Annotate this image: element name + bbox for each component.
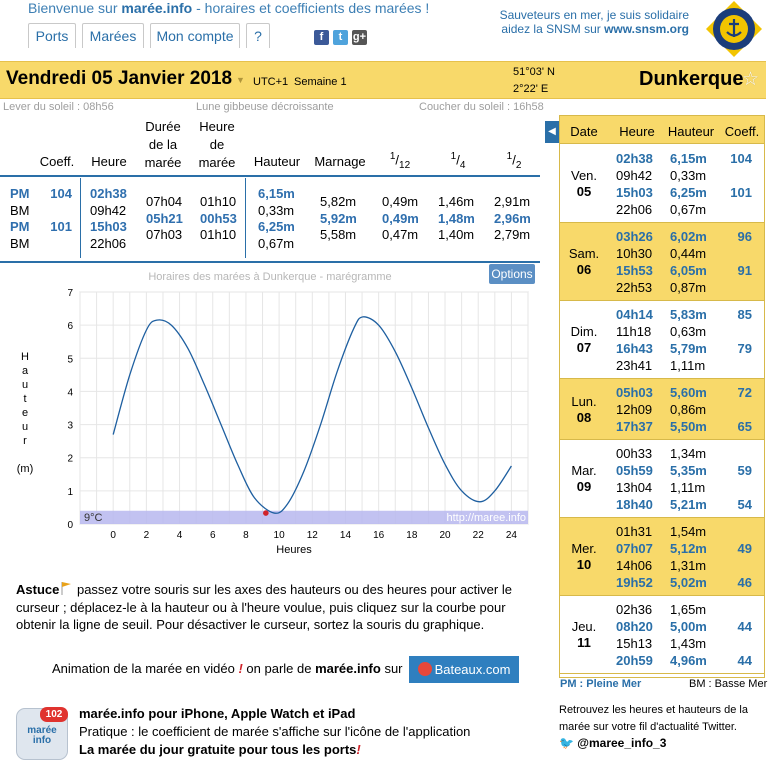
side-cell-t: 14h06 [616, 558, 653, 573]
x-tick-label[interactable]: 8 [243, 530, 249, 541]
tide-heure-maree: 01h10 00h53 01h10 [200, 194, 237, 242]
y-tick-label[interactable]: 2 [67, 453, 73, 465]
side-cell-h: 0,33m [670, 168, 707, 183]
x-tick-label[interactable]: 20 [439, 530, 451, 541]
side-cell-t: 22h53 [616, 280, 653, 295]
side-cell-t: 07h07 [616, 541, 653, 556]
table-header-divider [0, 175, 540, 177]
longitude: 2°22' E [513, 83, 549, 95]
side-cell-h: 4,96m [670, 653, 707, 668]
side-cell-c: 59 [737, 463, 752, 478]
date-dropdown-icon[interactable]: ▼ [236, 75, 245, 85]
current-time-marker [263, 510, 269, 516]
svg-text:a: a [21, 365, 29, 377]
tide-chart[interactable] [0, 284, 545, 574]
side-cell-t: 02h36 [616, 602, 653, 617]
tip-text: Astuce passez votre souris sur les axes des hauteurs ou des heures pour activer le curseur ; déplacez-le à la hauteur ou à l'heure voulue, puis cliquez sur la courbe pour obtenir la ligne de seuil. Pour désactiver le curseur, sortez la souris du graphique. [16, 582, 512, 632]
nav-tab-marees[interactable]: Marées [82, 23, 144, 48]
side-cell-h: 6,25m [670, 185, 707, 200]
table-bottom-divider [0, 261, 540, 263]
video-line: Animation de la marée en vidéo ! on parle de marée.info sur [52, 661, 403, 676]
header-coeff: Coeff. [39, 154, 75, 169]
timezone: UTC+1 [253, 76, 289, 88]
side-cell-t: 04h14 [616, 307, 653, 322]
x-tick-label[interactable]: 6 [209, 530, 216, 541]
header-duree: Durée de la marée [144, 119, 182, 170]
side-cell-t: 15h53 [616, 263, 653, 278]
side-cell-h: 1,11m [670, 480, 706, 495]
moon-phase: Lune gibbeuse décroissante [196, 101, 334, 113]
svg-text:u: u [21, 421, 29, 433]
side-cell-h: 0,44m [670, 246, 707, 261]
side-cell-h: 0,86m [670, 402, 707, 417]
svg-text:r: r [23, 435, 27, 447]
tide-type: PM BM PM BM [10, 186, 30, 251]
table-divider [80, 178, 81, 258]
options-button[interactable]: Options [489, 264, 535, 284]
side-day-block [560, 223, 764, 301]
svg-text:e: e [21, 407, 29, 419]
header-heure-maree: Heure de marée [198, 119, 236, 170]
side-cell-t: 11h18 [616, 324, 652, 339]
x-tick-label[interactable]: 10 [273, 530, 285, 541]
side-day-block [560, 518, 764, 596]
svg-text:H: H [21, 351, 29, 363]
week-number: Semaine 1 [294, 76, 347, 88]
side-cell-h: 6,02m [670, 229, 707, 244]
welcome-text: Bienvenue sur marée.info - horaires et coefficients des marées ! [28, 0, 430, 16]
side-cell-h: 0,67m [670, 202, 707, 217]
header-demi: $^1/_2$ [506, 151, 522, 171]
twitter-bird-icon: 🐦 [559, 736, 574, 750]
x-axis-label: Heures [276, 544, 312, 556]
side-cell-t: 16h43 [616, 341, 653, 356]
side-cell-t: 05h03 [616, 385, 653, 400]
app-title[interactable]: marée.info pour iPhone, Apple Watch et iPad [79, 706, 356, 721]
side-cell-h: 0,63m [670, 324, 707, 339]
twitter-link[interactable]: 🐦 @maree_info_3 [559, 736, 667, 750]
bateaux-logo-icon [418, 662, 432, 676]
header-hauteur: Hauteur [253, 154, 301, 169]
side-day-name: Lun. 08 [571, 393, 597, 425]
tide-douzieme: 0,49m 0,49m 0,47m [382, 194, 419, 242]
side-day-name: Jeu. 11 [571, 619, 597, 650]
side-cell-t: 23h41 [616, 358, 653, 373]
x-tick-label[interactable]: 16 [373, 530, 385, 541]
side-header: Date Heure Hauteur Coeff. [560, 116, 764, 144]
side-cell-h: 1,54m [670, 524, 707, 539]
side-day-block [560, 145, 764, 223]
side-cell-h: 1,34m [670, 446, 707, 461]
side-cell-c: 72 [737, 385, 752, 400]
x-tick-label[interactable]: 22 [472, 530, 484, 541]
side-cell-t: 08h20 [616, 619, 653, 634]
side-cell-c: 91 [737, 263, 752, 278]
side-cell-c: 49 [737, 541, 752, 556]
side-panel-toggle-icon[interactable]: ◀ [545, 121, 559, 143]
side-day-name: Mer. 10 [571, 541, 597, 572]
nav-tab-mon-compte[interactable]: Mon compte [150, 23, 240, 48]
side-cell-h: 5,35m [670, 463, 707, 478]
side-cell-h: 5,60m [670, 385, 707, 400]
side-cell-t: 00h33 [616, 446, 653, 461]
legend-pm: PM : Pleine Mer [560, 678, 642, 690]
side-day-block [560, 596, 764, 674]
side-cell-t: 18h40 [616, 497, 653, 512]
side-cell-c: 44 [737, 619, 752, 634]
side-cell-t: 15h03 [616, 185, 653, 200]
x-tick-label[interactable]: 18 [406, 530, 418, 541]
side-cell-h: 1,31m [670, 558, 707, 573]
side-cell-h: 1,43m [670, 636, 707, 651]
x-tick-label[interactable]: 4 [176, 530, 183, 541]
y-tick-label[interactable]: 5 [67, 354, 73, 366]
side-cell-c: 65 [737, 419, 752, 434]
latitude: 51°03' N [513, 66, 555, 78]
side-cell-h: 5,50m [670, 419, 707, 434]
svg-text:u: u [21, 379, 29, 391]
nav-tab-help[interactable]: ? [246, 23, 270, 48]
app-badge: 102 [40, 707, 68, 722]
app-subtitle: Pratique : le coefficient de marée s'affiche sur l'icône de l'application [79, 724, 471, 739]
temperature-label: 9°C [84, 512, 103, 524]
side-day-name: Dim. 07 [570, 324, 598, 355]
google-plus-icon[interactable]: g+ [352, 31, 367, 43]
tide-coeff: 104 101 [50, 186, 72, 234]
header-quart: $^1/_4$ [450, 151, 466, 171]
y-tick-label[interactable]: 4 [67, 387, 73, 399]
tide-quart: 1,46m 1,48m 1,40m [438, 194, 475, 242]
side-cell-t: 05h59 [616, 463, 653, 478]
side-cell-t: 17h37 [616, 419, 653, 434]
x-tick-label[interactable]: 14 [339, 530, 352, 541]
side-cell-t: 12h09 [616, 402, 653, 417]
x-tick-label[interactable]: 12 [306, 530, 318, 541]
side-cell-h: 6,15m [670, 151, 707, 166]
side-day-block [560, 379, 764, 440]
side-cell-t: 13h04 [616, 480, 653, 495]
side-cell-h: 5,21m [670, 497, 707, 512]
side-cell-c: 101 [730, 185, 752, 200]
side-cell-c: 79 [737, 341, 752, 356]
chart-title: Horaires des marées à Dunkerque - marégramme [148, 271, 392, 283]
side-cell-h: 6,05m [670, 263, 707, 278]
side-cell-h: 5,79m [670, 341, 707, 356]
twitter-text: Retrouvez les heures et hauteurs de la marée sur votre fil d'actualité Twitter. [559, 704, 748, 733]
y-tick-label[interactable]: 3 [67, 420, 73, 432]
side-day-name: Mar. 09 [571, 463, 597, 494]
tide-hauteur: 6,15m 0,33m 6,25m 0,67m [258, 186, 295, 251]
side-cell-h: 0,87m [670, 280, 707, 295]
header-douzieme: $^1/_{12}$ [389, 151, 411, 171]
side-cell-c: 85 [737, 307, 752, 322]
header-marnage: Marnage [314, 154, 366, 169]
exclamation-icon: ! [356, 742, 361, 757]
side-cell-c: 54 [737, 497, 752, 512]
side-cell-c: 46 [737, 575, 752, 590]
y-tick-label[interactable]: 0 [67, 520, 73, 531]
side-cell-c: 104 [730, 151, 752, 166]
y-tick-label[interactable]: 7 [67, 288, 73, 299]
side-cell-t: 19h52 [616, 575, 653, 590]
side-cell-h: 1,11m [670, 358, 706, 373]
flag-icon [59, 581, 73, 595]
side-cell-h: 5,12m [670, 541, 707, 556]
tide-duree: 07h04 05h21 07h03 [146, 194, 183, 242]
app-icon[interactable]: marée info [16, 708, 68, 760]
side-cell-t: 22h06 [616, 202, 653, 217]
x-tick-label[interactable]: 0 [110, 530, 116, 541]
side-cell-t: 09h42 [616, 168, 653, 183]
y-tick-label[interactable]: 6 [67, 321, 73, 333]
facebook-icon[interactable]: f [314, 30, 329, 45]
side-cell-t: 03h26 [616, 229, 653, 244]
date-title: Vendredi 05 Janvier 2018 [6, 68, 233, 89]
side-cell-t: 10h30 [616, 246, 653, 261]
side-cell-h: 1,65m [670, 602, 707, 617]
side-cell-h: 5,02m [670, 575, 707, 590]
side-cell-t: 01h31 [616, 524, 653, 539]
x-tick-label[interactable]: 2 [143, 530, 150, 541]
side-cell-c: 44 [737, 653, 752, 668]
side-tide-table [559, 115, 765, 678]
tide-heure: 02h38 09h42 15h03 22h06 [90, 186, 127, 251]
bateaux-link-button[interactable]: Bateaux.com [409, 656, 519, 683]
side-day-name: Sam. 06 [568, 246, 600, 277]
snsm-text[interactable]: Sauveteurs en mer, je suis solidaire aidez la SNSM sur www.snsm.org [499, 8, 689, 36]
side-cell-h: 5,00m [670, 619, 707, 634]
app-free-text: La marée du jour gratuite pour tous les ports! [79, 742, 361, 757]
svg-text:t: t [23, 393, 27, 405]
legend-bm: BM : Basse Mer [689, 678, 768, 690]
header-heure: Heure [91, 154, 127, 169]
chart-watermark: http://maree.info [446, 512, 526, 524]
tide-marnage: 5,82m 5,92m 5,58m [320, 194, 357, 242]
table-divider [245, 178, 246, 258]
nav-tab-ports[interactable]: Ports [28, 23, 76, 48]
snsm-logo-icon[interactable] [705, 0, 763, 58]
side-cell-t: 15h13 [616, 636, 653, 651]
sunset-time: Coucher du soleil : 16h58 [419, 101, 544, 113]
svg-text:(m): (m) [16, 463, 34, 475]
side-cell-t: 02h38 [616, 151, 653, 166]
side-cell-c: 96 [737, 229, 752, 244]
side-day-block [560, 440, 764, 518]
side-cell-h: 5,83m [670, 307, 707, 322]
favorite-star-icon[interactable]: ☆ [742, 69, 760, 90]
tide-demi: 2,91m 2,96m 2,79m [494, 194, 531, 242]
sunrise-time: Lever du soleil : 08h56 [3, 101, 114, 113]
side-cell-t: 20h59 [616, 653, 653, 668]
side-day-name: Ven. 05 [570, 168, 598, 199]
city-name: Dunkerque [639, 68, 744, 90]
side-day-block [560, 301, 764, 379]
twitter-icon[interactable]: t [333, 30, 348, 45]
exclamation-icon: ! [238, 661, 243, 676]
x-tick-label[interactable]: 24 [505, 530, 517, 541]
y-tick-label[interactable]: 1 [67, 486, 73, 498]
